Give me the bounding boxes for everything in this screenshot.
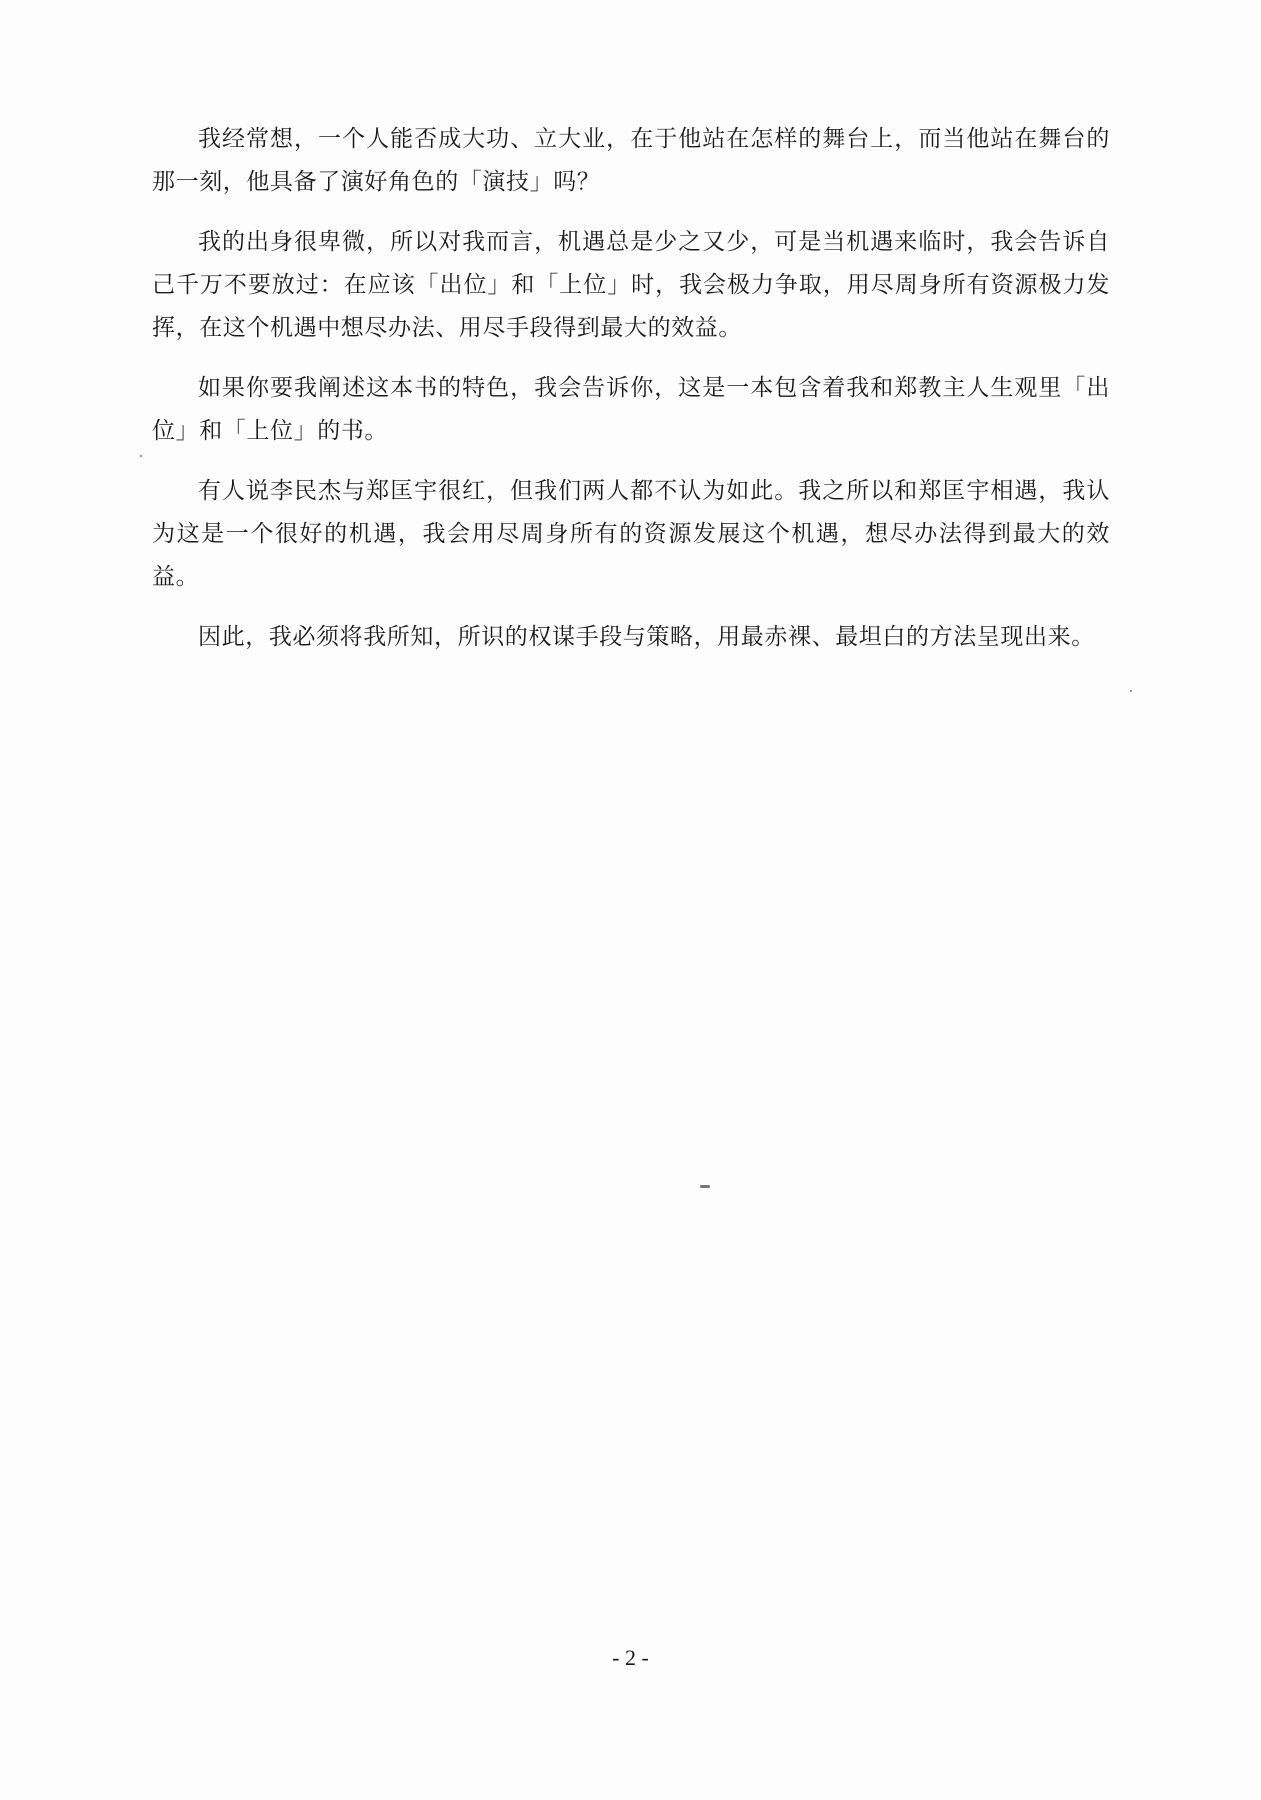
scan-speck [1130,690,1132,692]
paragraph-3: 如果你要我阐述这本书的特色，我会告诉你，这是一本包含着我和郑教主人生观里「出位」和「上位」的书。 [152,375,1110,444]
page-number: - 2 - [612,1645,649,1670]
paragraph-2: 我的出身很卑微，所以对我而言，机遇总是少之又少，可是当机遇来临时，我会告诉自己千万不要放过：在应该「出位」和「上位」时，我会极力争取，用尽周身所有资源极力发挥，在这个机遇中想尽办法、用尽手段得到最大的效益。 [152,229,1110,341]
body-text [152,118,1110,676]
paragraph-5: 因此，我必须将我所知，所识的权谋手段与策略，用最赤裸、最坦白的方法呈现出来。 [198,624,1095,650]
scan-speck [700,1185,710,1188]
scan-speck [140,455,142,457]
paragraph-4: 有人说李民杰与郑匡宇很红，但我们两人都不认为如此。我之所以和郑匡宇相遇，我认为这是一个很好的机遇，我会用尽周身所有的资源发展这个机遇，想尽办法得到最大的效益。 [152,478,1110,590]
paragraph-1: 我经常想，一个人能否成大功、立大业，在于他站在怎样的舞台上，而当他站在舞台的那一刻，他具备了演好角色的「演技」吗？ [152,126,1110,195]
